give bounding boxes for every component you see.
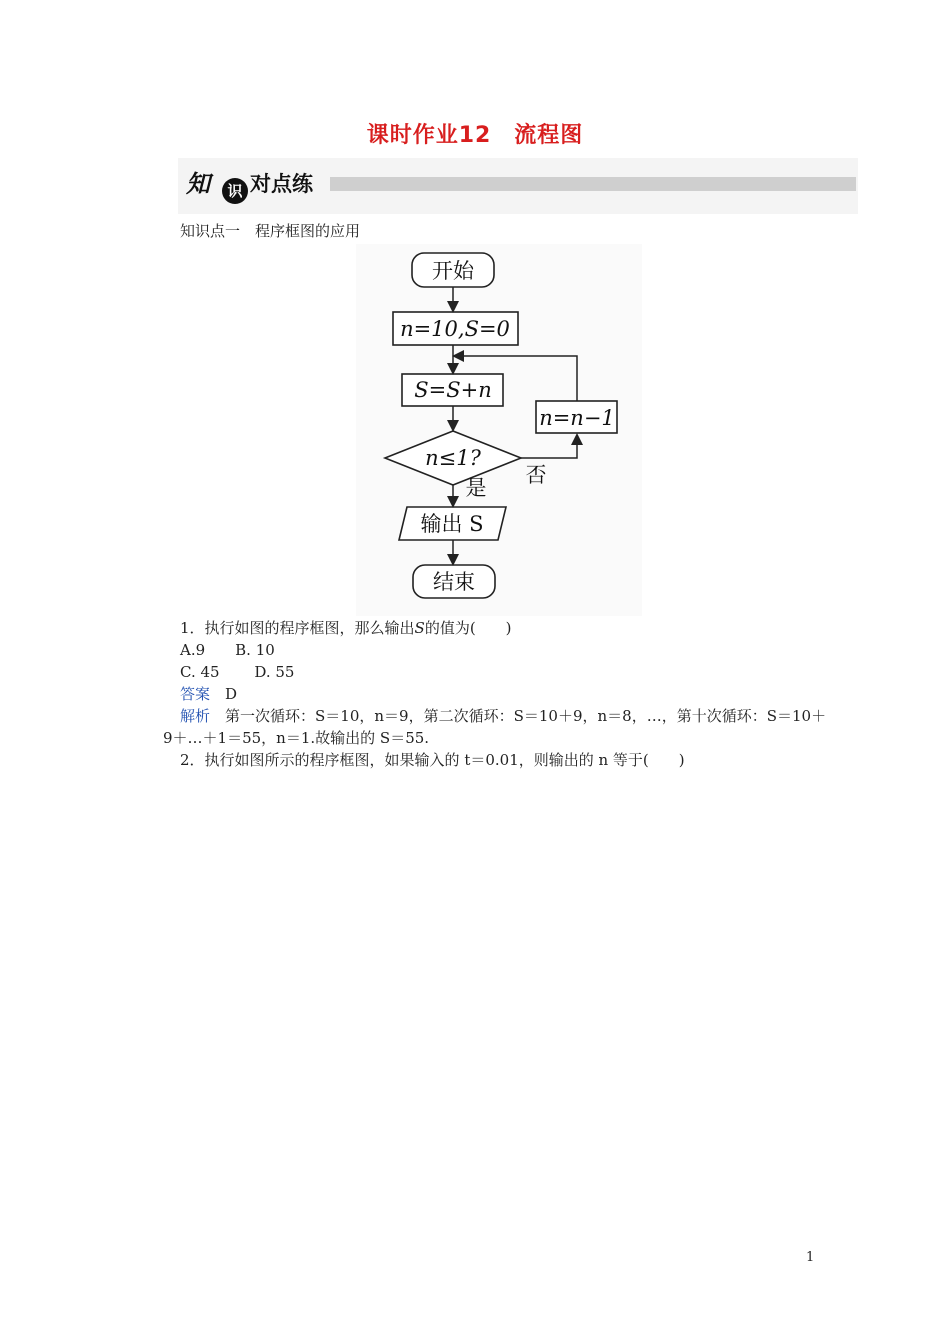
question-1-prompt-a: 1．执行如图的程序框图，那么输出: [180, 619, 415, 637]
init-label: n=10,S=0: [400, 317, 510, 341]
process-label: S=S+n: [414, 378, 492, 402]
flowchart: [356, 244, 642, 616]
banner-text: 对点练: [250, 172, 313, 196]
section-heading: 知识点一 程序框图的应用: [180, 222, 361, 240]
question-1-options-2: C. 45 D. 55: [180, 663, 295, 681]
question-1-analysis: [180, 705, 826, 727]
answer-value: D: [225, 685, 238, 703]
start-label: 开始: [432, 259, 474, 283]
analysis-line-1: 第一次循环：S＝10，n＝9，第二次循环：S＝10＋9，n＝8，…，第十次循环：S＝10＋: [225, 707, 827, 725]
question-1-options-1: A.9 B. 10: [180, 641, 275, 659]
question-1-answer: [180, 683, 237, 705]
output-label: 输出 S: [420, 512, 484, 536]
section-banner: [178, 158, 858, 214]
analysis-label: 解析: [180, 707, 211, 725]
page-number: 1: [806, 1250, 815, 1265]
answer-label: 答案: [180, 685, 211, 703]
question-1-var: S: [414, 619, 425, 637]
decision-label: n≤1?: [425, 446, 481, 470]
end-label: 结束: [433, 570, 475, 594]
decrement-label: n=n−1: [539, 406, 615, 430]
no-label: 否: [525, 463, 547, 487]
banner-bar: [330, 177, 856, 191]
yes-label: 是: [465, 476, 487, 500]
question-1: [180, 617, 512, 639]
banner-logo-char: 知: [186, 170, 210, 198]
question-1-prompt-b: 的值为( ): [424, 619, 512, 637]
question-2: 2．执行如图所示的程序框图，如果输入的 t＝0.01，则输出的 n 等于( ): [180, 751, 685, 769]
banner-logo-circle: 识: [222, 178, 248, 204]
page-title: 课时作业12 流程图: [366, 123, 584, 148]
analysis-line-2: 9＋…＋1＝55，n＝1.故输出的 S＝55.: [163, 729, 430, 747]
